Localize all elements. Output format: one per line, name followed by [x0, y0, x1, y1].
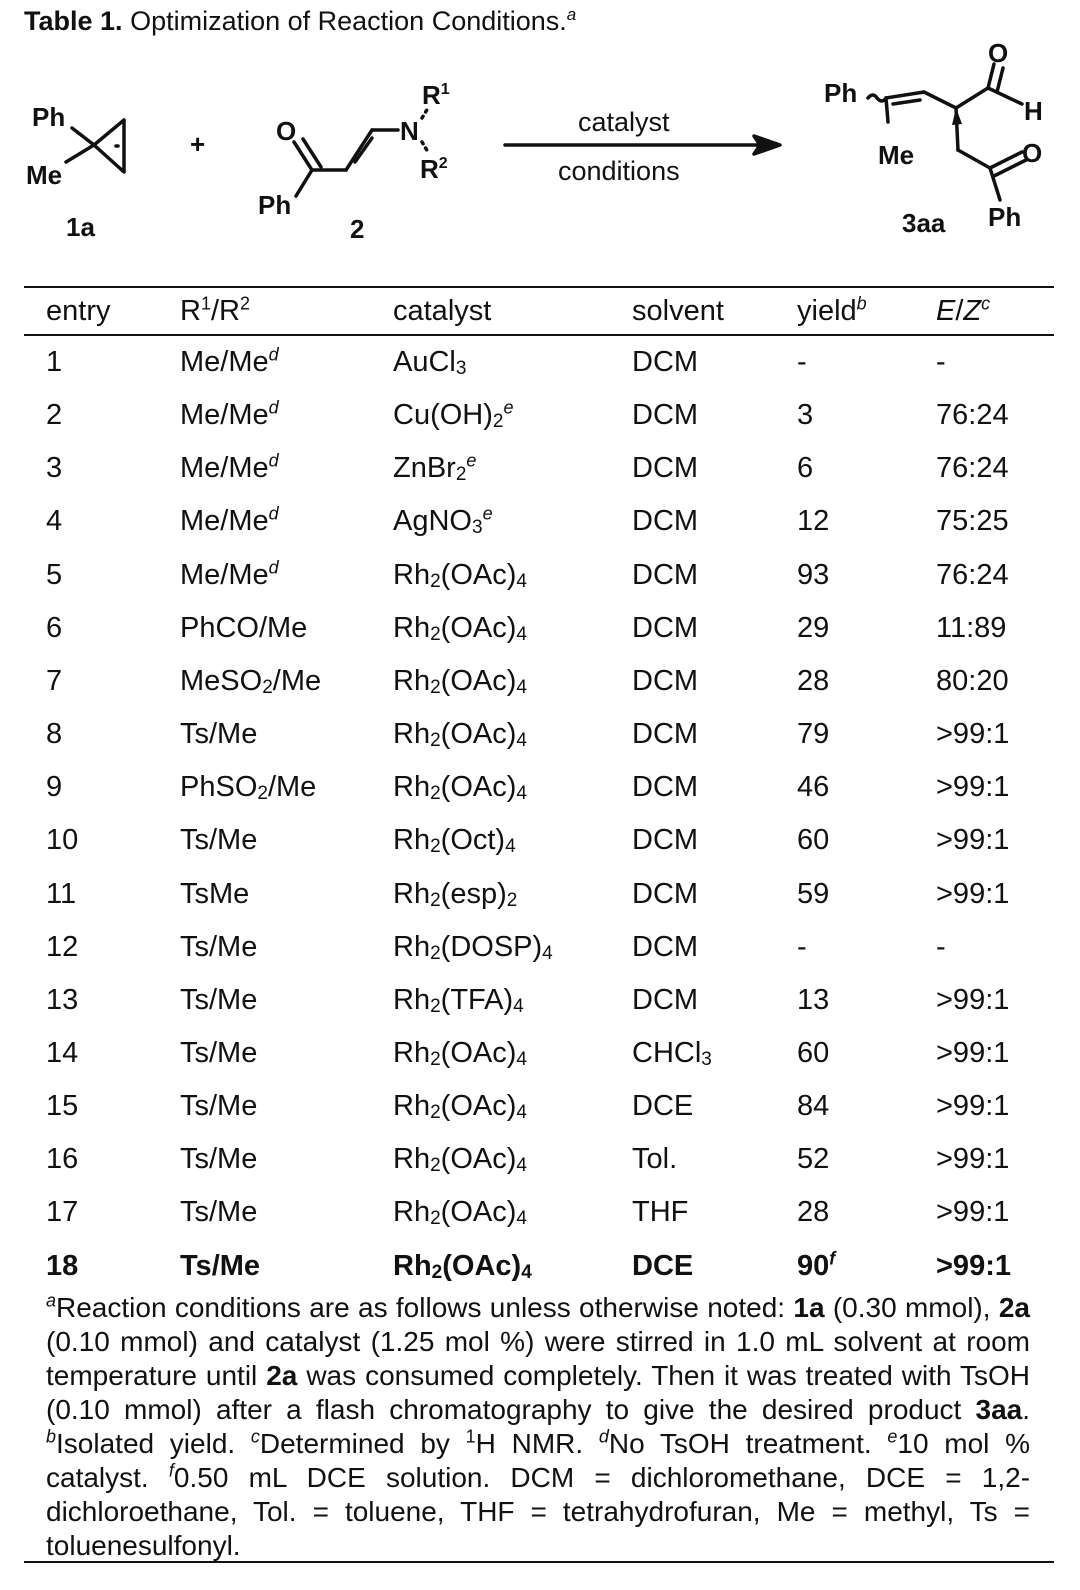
cell-substituents: Ts/Me — [180, 1143, 258, 1176]
cell-entry: 18 — [46, 1249, 79, 1282]
reaction-arrow-head — [754, 136, 780, 154]
cell-ez-ratio: >99:1 — [936, 824, 1010, 857]
cell-solvent: DCM — [632, 346, 699, 378]
cell-catalyst: $Rh_2(DOSP)_4$ — [393, 930, 553, 964]
cell-catalyst: $Rh_2(OAc)_4$ — [393, 718, 527, 752]
header-yield: yield$^b$ — [797, 293, 867, 327]
cell-ez-ratio: 11:89 — [936, 611, 1007, 644]
cell-ez-ratio: >99:1 — [936, 718, 1010, 751]
cell-yield: 90$^f$ — [797, 1247, 836, 1282]
cell-entry: 14 — [46, 1036, 79, 1069]
header-entry: entry — [46, 295, 111, 327]
cyclopropane-1a-bonds — [66, 120, 124, 172]
cell-yield: 6 — [797, 452, 814, 485]
cell-entry: 10 — [46, 824, 79, 857]
scheme-1a-label: 1a — [66, 212, 95, 242]
cell-yield: 93 — [797, 558, 830, 591]
cell-substituents: Ts/Me — [180, 1090, 258, 1123]
table-footnotes: $^a$Reaction conditions are as follows unless otherwise noted: 1a (0.30 mmol), 2a (0.10 mmol) and catalyst (1.25 mol %) were stirred in 1.0 mL solvent at room temperature until 2a was consumed completely. Then it was treated with TsOH (0.10 mmol) after a flash chromatography to give the desired product 3aa. $^b$Isolated yield. $^c$Determined by $^1$H NMR. $^d$No TsOH treatment. $^e$10 mol % catalyst. $^f$0.50 mL DCE solution. DCM = dichloromethane, DCE = 1,2-dichloroethane, Tol. = toluene, THF = tetrahydrofuran, Me = methyl, Ts = toluenesulfonyl. — [46, 1290, 1031, 1561]
cell-yield: 79 — [797, 718, 830, 751]
caption-label: Table 1. — [24, 6, 123, 36]
cell-substituents: Me/Me$^d$ — [180, 344, 279, 378]
cell-entry: 11 — [46, 877, 77, 910]
cell-solvent: THF — [632, 1196, 689, 1229]
cell-entry: 13 — [46, 983, 79, 1016]
cell-ez-ratio: >99:1 — [936, 983, 1010, 1016]
caption-text: Optimization of Reaction Conditions. — [130, 6, 567, 36]
cell-solvent: DCM — [632, 452, 699, 485]
scheme-1a-ph: Ph — [32, 102, 66, 132]
cell-catalyst: AgNO$_3^e$ — [393, 503, 493, 539]
cell-entry: 17 — [46, 1196, 79, 1229]
cell-ez-ratio: >99:1 — [936, 1143, 1010, 1176]
cell-solvent: DCM — [632, 771, 699, 804]
cell-substituents: PhSO$_2$/Me — [180, 771, 317, 805]
cell-substituents: PhCO/Me — [180, 611, 308, 644]
cell-entry: 4 — [46, 505, 63, 538]
cell-substituents: Me/Me$^d$ — [180, 450, 279, 485]
cell-ez-ratio: 76:24 — [936, 452, 1009, 485]
cell-substituents: Ts/Me — [180, 930, 258, 963]
cell-catalyst: $Rh_2(OAc)_4$ — [393, 1143, 527, 1177]
cell-yield: - — [797, 346, 807, 378]
cell-substituents: Ts/Me — [180, 1196, 258, 1229]
scheme-plus: + — [190, 129, 206, 159]
product-3aa-bonds — [868, 64, 1026, 200]
cell-ez-ratio: >99:1 — [936, 1090, 1010, 1123]
cell-ez-ratio: - — [936, 930, 946, 963]
cell-ez-ratio: 80:20 — [936, 664, 1009, 697]
caption-footnote-mark: a — [566, 5, 577, 24]
header-substituents: $R^1/R^2$ — [180, 293, 250, 327]
reaction-scheme — [0, 30, 1080, 255]
cell-substituents: Ts/Me — [180, 1036, 258, 1069]
cell-ez-ratio: - — [936, 346, 946, 378]
cell-entry: 9 — [46, 771, 63, 804]
cell-yield: 28 — [797, 664, 830, 697]
scheme-3aa-ph: Ph — [824, 78, 858, 108]
cell-catalyst: $Rh_2(OAc)_4$ — [393, 1196, 527, 1230]
cell-substituents: Me/Me$^d$ — [180, 397, 279, 432]
scheme-3aa-hydrogen: H — [1024, 96, 1043, 126]
cell-catalyst: $Rh_2(OAc)_4$ — [393, 1090, 527, 1124]
cell-solvent: DCM — [632, 718, 699, 751]
cell-ez-ratio: 76:24 — [936, 558, 1009, 591]
cell-substituents: Ts/Me — [180, 983, 258, 1016]
scheme-2-ph: Ph — [258, 190, 292, 220]
cell-ez-ratio: 75:25 — [936, 505, 1009, 538]
cell-entry: 5 — [46, 558, 63, 591]
table-top-rule — [24, 286, 1054, 288]
cell-yield: 59 — [797, 877, 830, 910]
cell-ez-ratio: >99:1 — [936, 771, 1010, 804]
cell-ez-ratio: 76:24 — [936, 399, 1009, 432]
arrow-label-bottom: conditions — [558, 156, 680, 186]
scheme-2-r1: $R^1$ — [422, 80, 450, 110]
cell-catalyst: $Cu(OH)_2^e$ — [393, 397, 514, 433]
cell-yield: 60 — [797, 1036, 830, 1069]
header-ez-ratio: $E/Z^c$ — [936, 293, 991, 327]
cell-solvent: DCE — [632, 1249, 694, 1282]
scheme-3aa-me: Me — [878, 140, 915, 170]
scheme-2-oxygen: O — [276, 116, 297, 146]
cell-entry: 7 — [46, 664, 63, 697]
cell-yield: 28 — [797, 1196, 830, 1229]
cell-solvent: DCM — [632, 664, 699, 697]
cell-catalyst: ZnBr$_2^e$ — [393, 450, 477, 486]
cell-entry: 12 — [46, 930, 79, 963]
cell-catalyst: $Rh_2(OAc)_4$ — [393, 1036, 527, 1070]
cell-solvent: DCM — [632, 877, 699, 910]
cell-solvent: DCM — [632, 558, 699, 591]
scheme-3aa-oxygen-aldehyde: O — [988, 38, 1009, 68]
header-catalyst: catalyst — [393, 295, 492, 327]
cell-ez-ratio: >99:1 — [936, 1249, 1011, 1282]
cell-substituents: Me/Me$^d$ — [180, 503, 279, 538]
cell-solvent: DCM — [632, 611, 699, 644]
scheme-3aa-label: 3aa — [902, 208, 946, 238]
cell-entry: 15 — [46, 1090, 79, 1123]
cell-solvent: DCM — [632, 505, 699, 538]
cell-yield: 52 — [797, 1143, 830, 1176]
cell-yield: 60 — [797, 824, 830, 857]
cell-solvent: DCM — [632, 930, 699, 963]
cell-yield: 84 — [797, 1090, 830, 1123]
cell-yield: 12 — [797, 505, 830, 538]
cell-entry: 1 — [46, 346, 63, 378]
cell-entry: 16 — [46, 1143, 79, 1176]
scheme-3aa-ph2: Ph — [988, 202, 1022, 232]
cell-substituents: Ts/Me — [180, 1249, 261, 1282]
table-header-rule — [24, 334, 1054, 336]
cell-yield: 29 — [797, 611, 830, 644]
cell-substituents: TsMe — [180, 877, 250, 910]
cell-yield: - — [797, 930, 807, 963]
cell-ez-ratio: >99:1 — [936, 1036, 1010, 1069]
cell-solvent: Tol. — [632, 1143, 678, 1176]
cell-yield: 46 — [797, 771, 830, 804]
cell-solvent: CHCl$_3$ — [632, 1036, 712, 1070]
cell-solvent: DCM — [632, 824, 699, 857]
cell-solvent: DCM — [632, 983, 699, 1016]
cell-catalyst: $Rh_2(OAc)_4$ — [393, 558, 527, 592]
scheme-1a-me: Me — [26, 160, 63, 190]
cell-catalyst: $Rh_2(OAc)_4$ — [393, 771, 527, 805]
cell-catalyst: $Rh_2(OAc)_4$ — [393, 611, 527, 645]
cell-ez-ratio: >99:1 — [936, 877, 1010, 910]
cell-catalyst: $Rh_2(TFA)_4$ — [393, 983, 524, 1017]
cell-substituents: Ts/Me — [180, 718, 258, 751]
cell-substituents: Ts/Me — [180, 824, 258, 857]
header-solvent: solvent — [632, 295, 724, 327]
cell-solvent: DCM — [632, 399, 699, 432]
cell-substituents: MeSO$_2$/Me — [180, 664, 322, 698]
cell-catalyst: $Rh_2(OAc)_4$ — [393, 664, 527, 698]
scheme-3aa-oxygen-ketone: O — [1022, 138, 1043, 168]
scheme-2-r2: $R^2$ — [420, 154, 448, 184]
cell-entry: 2 — [46, 399, 63, 432]
cell-entry: 6 — [46, 611, 63, 644]
cell-yield: 13 — [797, 983, 830, 1016]
cell-catalyst: $Rh_2(Oct)_4$ — [393, 824, 516, 858]
cell-solvent: DCE — [632, 1090, 694, 1123]
scheme-2-nitrogen: N — [400, 116, 419, 146]
cell-catalyst: AuCl$_3$ — [393, 346, 467, 379]
cell-entry: 8 — [46, 718, 63, 751]
cell-ez-ratio: >99:1 — [936, 1196, 1010, 1229]
cell-entry: 3 — [46, 452, 63, 485]
cell-substituents: Me/Me$^d$ — [180, 556, 279, 591]
cell-yield: 3 — [797, 399, 814, 432]
cell-catalyst: $Rh_2(esp)_2$ — [393, 877, 518, 911]
scheme-2-label: 2 — [350, 214, 365, 244]
arrow-label-top: catalyst — [578, 107, 670, 137]
cell-catalyst: $Rh_2(OAc)_4$ — [393, 1249, 532, 1283]
